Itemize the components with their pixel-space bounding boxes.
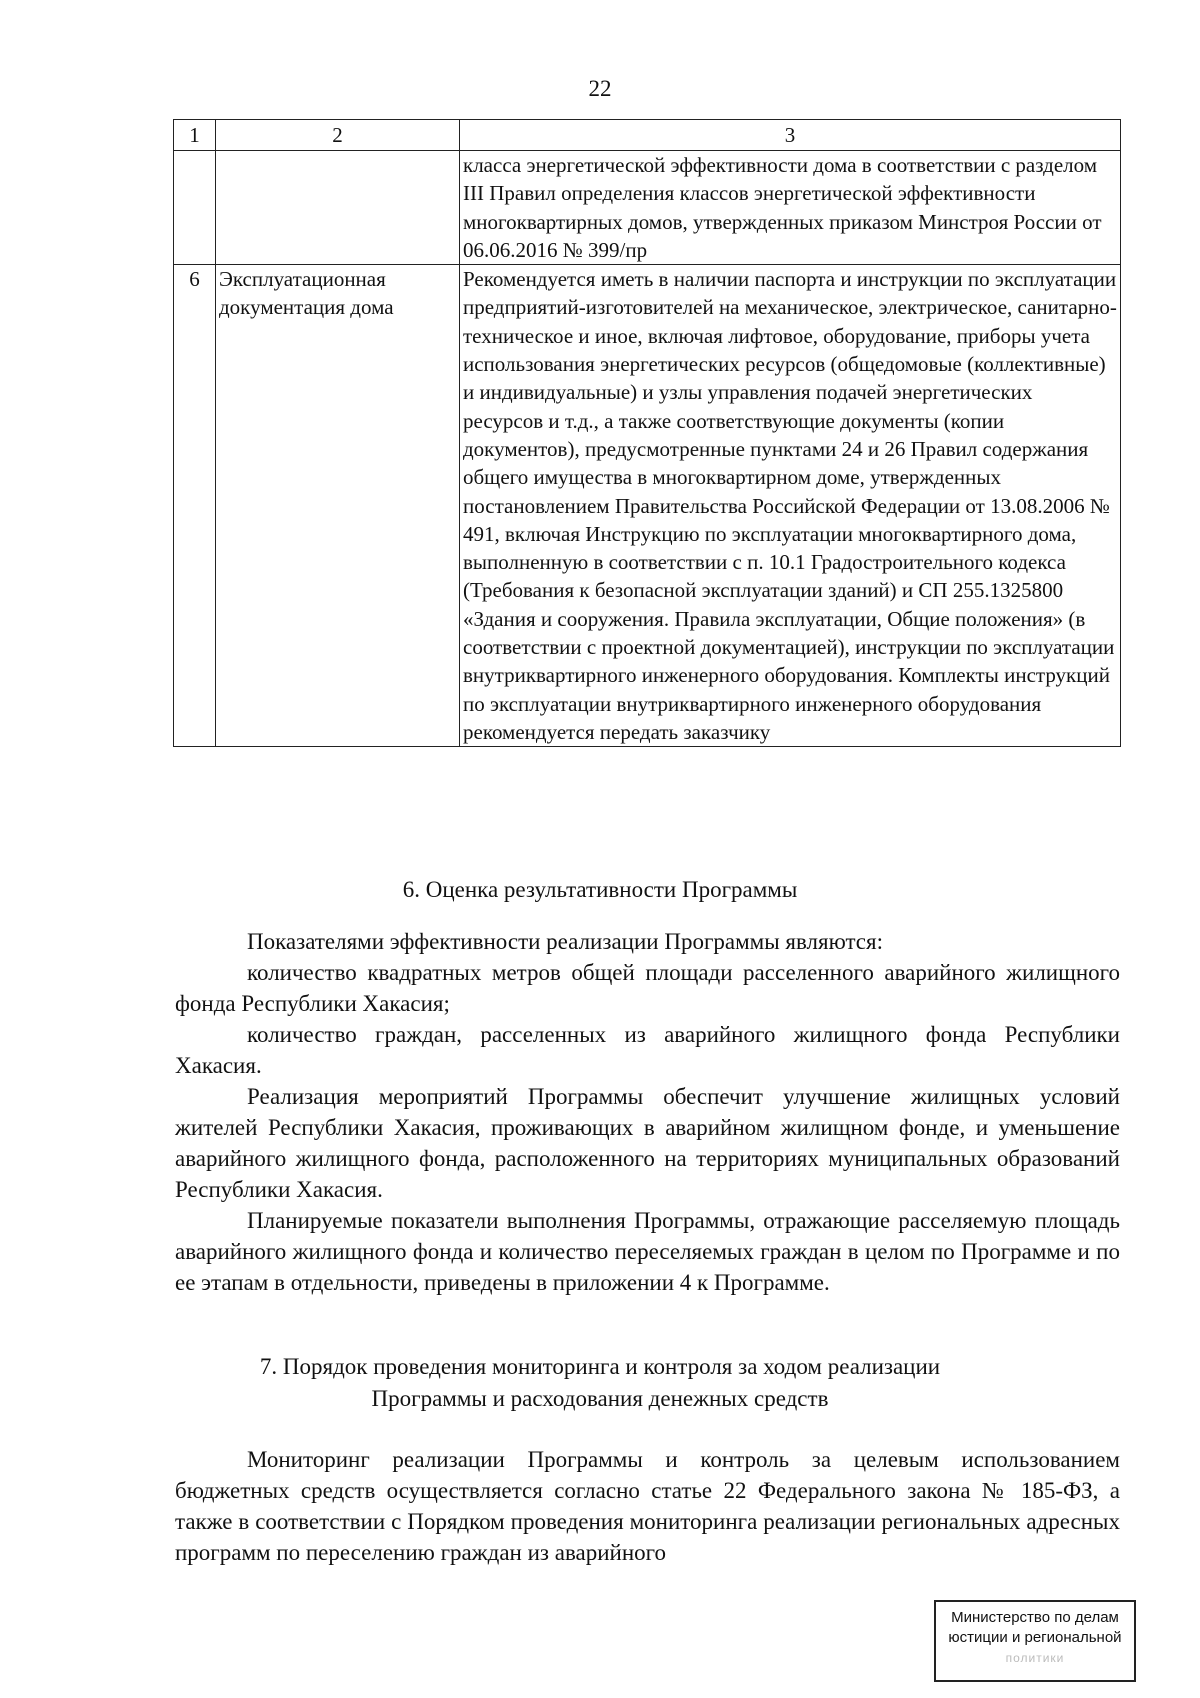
row-number-cell <box>174 151 216 265</box>
ministry-stamp <box>934 1600 1136 1682</box>
table-header-row <box>174 120 1121 151</box>
row-name-cell: Эксплуатационная документация дома <box>216 265 460 747</box>
section-6-title: 6. Оценка результативности Программы <box>402 877 798 902</box>
table-row <box>174 265 1121 747</box>
section-7-title-line1: 7. Порядок проведения мониторинга и контроля за ходом реализации <box>259 1354 941 1379</box>
stamp-line: юстиции и региональной <box>948 1629 1122 1646</box>
table-row <box>174 151 1121 265</box>
stamp-line: политики <box>1005 1651 1065 1665</box>
section-6-paragraph: Реализация мероприятий Программы обеспечит улучшение жилищных условий жителей Республики Хакасия, проживающих в аварийном жилищном фонде, и уменьшение аварийного жилищного фонда, расположенного на территориях муниципальных образований Республики Хакасия. <box>175 1084 1120 1202</box>
section-6-paragraph: Показателями эффективности реализации Программы являются: <box>247 929 883 954</box>
section-6-paragraph: количество граждан, расселенных из аварийного жилищного фонда Республики Хакасия. <box>175 1022 1120 1078</box>
section-7-paragraph: Мониторинг реализации Программы и контроль за целевым использованием бюджетных средств осуществляется согласно статье 22 Федерального закона № 185-ФЗ, а также в соответствии с Порядком проведения мониторинга реализации региональных адресных программ по переселению граждан из аварийного <box>175 1447 1120 1565</box>
section-7-title-line2: Программы и расходования денежных средств <box>371 1386 829 1411</box>
table-header-cell: 1 <box>174 120 216 151</box>
row-name-cell <box>216 151 460 265</box>
requirements-table <box>173 119 1121 747</box>
table-header-cell: 2 <box>216 120 460 151</box>
stamp-line: Министерство по делам <box>951 1609 1119 1626</box>
row-number-cell: 6 <box>174 265 216 747</box>
section-6-paragraph: Планируемые показатели выполнения Программы, отражающие расселяемую площадь аварийного жилищного фонда и количество переселяемых граждан в целом по Программе и по ее этапам в отдельности, приведены в приложении 4 к Программе. <box>175 1208 1120 1295</box>
table-header-cell: 3 <box>460 120 1121 151</box>
row-text-cell: Рекомендуется иметь в наличии паспорта и инструкции по эксплуатации предприятий-изготовителей на механическое, электрическое, санитарно-техническое и иное, включая лифтовое, оборудование, приборы учета использования энергетических ресурсов (общедомовые (коллективные) и индивидуальные) и узлы управления подачей энергетических ресурсов и т.д., а также соответствующие документы (копии документов), предусмотренные пунктами 24 и 26 Правил содержания общего имущества в многоквартирном доме, утвержденных постановлением Правительства Российской Федерации от 13.08.2006 № 491, включая Инструкцию по эксплуатации многоквартирного дома, выполненную в соответствии с п. 10.1 Градостроительного кодекса (Требования к безопасной эксплуатации зданий) и СП 255.1325800 «Здания и сооружения. Правила эксплуатации, Общие положения» (в соответствии с проектной документацией), инструкции по эксплуатации внутриквартирного инженерного оборудования. Комплекты инструкций по эксплуатации внутриквартирного инженерного оборудования рекомендуется передать заказчику <box>460 265 1121 747</box>
page-number: 22 <box>588 76 612 101</box>
row-text-cell: класса энергетической эффективности дома в соответствии с разделом III Правил определения классов энергетической эффективности многоквартирных домов, утвержденных приказом Минстроя России от 06.06.2016 № 399/пр <box>460 151 1121 265</box>
section-6-paragraph: количество квадратных метров общей площади расселенного аварийного жилищного фонда Республики Хакасия; <box>175 960 1120 1016</box>
